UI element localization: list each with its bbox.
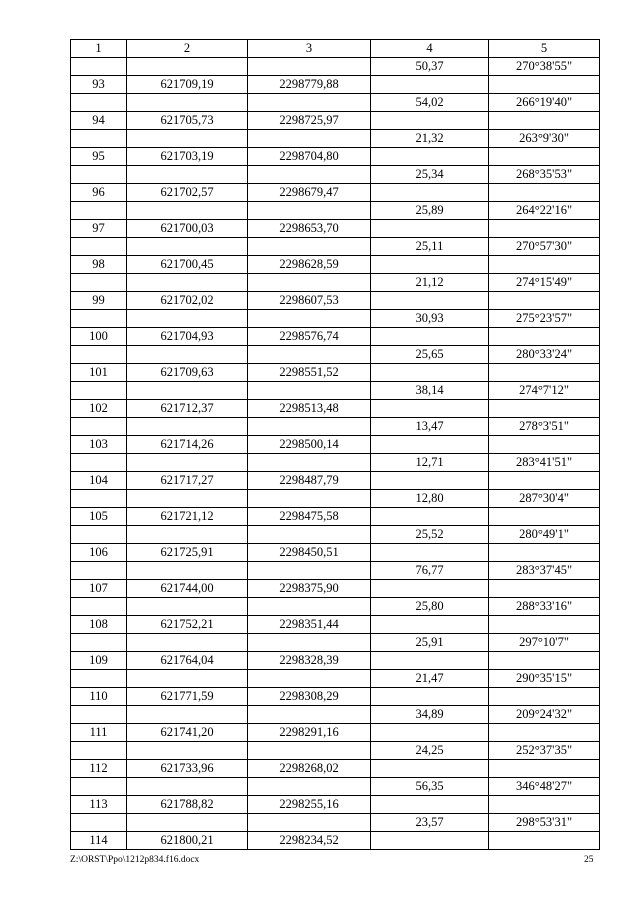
empty-cell [489,112,600,130]
empty-cell [71,418,127,436]
point-row [71,616,600,634]
empty-cell [71,598,127,616]
point-number-cell: 99 [71,292,127,310]
y-coordinate-cell: 2298328,39 [248,652,371,670]
empty-cell [127,166,248,184]
side-row [71,274,600,292]
empty-cell [248,382,371,400]
empty-cell [371,688,489,706]
empty-cell [489,832,600,850]
empty-cell [248,202,371,220]
empty-cell [248,706,371,724]
y-coordinate-cell: 2298450,51 [248,544,371,562]
point-number-cell: 98 [71,256,127,274]
empty-cell [489,544,600,562]
empty-cell [248,94,371,112]
side-length-cell: 25,89 [371,202,489,220]
point-row [71,580,600,598]
x-coordinate-cell: 621709,19 [127,76,248,94]
point-number-cell: 110 [71,688,127,706]
side-row [71,454,600,472]
x-coordinate-cell: 621788,82 [127,796,248,814]
point-number-cell: 95 [71,148,127,166]
empty-cell [489,292,600,310]
empty-cell [127,418,248,436]
side-angle-cell: 278°3'51" [489,418,600,436]
column-header-5: 5 [489,40,600,58]
side-length-cell: 23,57 [371,814,489,832]
empty-cell [127,346,248,364]
x-coordinate-cell: 621725,91 [127,544,248,562]
side-angle-cell: 263°9'30" [489,130,600,148]
point-number-cell: 107 [71,580,127,598]
side-length-cell: 30,93 [371,310,489,328]
side-row [71,238,600,256]
side-angle-cell: 270°57'30" [489,238,600,256]
side-angle-cell: 290°35'15" [489,670,600,688]
y-coordinate-cell: 2298779,88 [248,76,371,94]
point-row [71,256,600,274]
x-coordinate-cell: 621712,37 [127,400,248,418]
point-number-cell: 114 [71,832,127,850]
y-coordinate-cell: 2298653,70 [248,220,371,238]
point-row [71,220,600,238]
empty-cell [127,382,248,400]
empty-cell [248,58,371,76]
side-angle-cell: 274°15'49" [489,274,600,292]
side-row [71,94,600,112]
empty-cell [371,652,489,670]
empty-cell [248,274,371,292]
empty-cell [71,562,127,580]
point-number-cell: 106 [71,544,127,562]
side-angle-cell: 270°38'55" [489,58,600,76]
empty-cell [71,166,127,184]
empty-cell [127,670,248,688]
empty-cell [371,724,489,742]
empty-cell [127,58,248,76]
empty-cell [71,346,127,364]
y-coordinate-cell: 2298255,16 [248,796,371,814]
point-row [71,148,600,166]
point-row [71,436,600,454]
x-coordinate-cell: 621800,21 [127,832,248,850]
x-coordinate-cell: 621744,00 [127,580,248,598]
empty-cell [371,832,489,850]
empty-cell [371,400,489,418]
point-number-cell: 109 [71,652,127,670]
side-angle-cell: 252°37'35" [489,742,600,760]
x-coordinate-cell: 621733,96 [127,760,248,778]
empty-cell [371,112,489,130]
empty-cell [248,670,371,688]
side-angle-cell: 275°23'57" [489,310,600,328]
side-row [71,58,600,76]
side-angle-cell: 264°22'16" [489,202,600,220]
empty-cell [127,490,248,508]
y-coordinate-cell: 2298513,48 [248,400,371,418]
side-length-cell: 21,32 [371,130,489,148]
y-coordinate-cell: 2298704,80 [248,148,371,166]
empty-cell [71,58,127,76]
empty-cell [127,454,248,472]
empty-cell [127,598,248,616]
empty-cell [371,472,489,490]
point-row [71,796,600,814]
empty-cell [489,652,600,670]
side-row [71,670,600,688]
side-length-cell: 25,34 [371,166,489,184]
y-coordinate-cell: 2298351,44 [248,616,371,634]
point-row [71,544,600,562]
empty-cell [71,634,127,652]
point-row [71,472,600,490]
side-angle-cell: 268°35'53" [489,166,600,184]
empty-cell [71,382,127,400]
x-coordinate-cell: 621704,93 [127,328,248,346]
point-row [71,400,600,418]
empty-cell [71,310,127,328]
y-coordinate-cell: 2298475,58 [248,508,371,526]
side-angle-cell: 280°49'1" [489,526,600,544]
empty-cell [71,202,127,220]
empty-cell [248,562,371,580]
y-coordinate-cell: 2298268,02 [248,760,371,778]
empty-cell [489,256,600,274]
side-angle-cell: 283°37'45" [489,562,600,580]
point-number-cell: 103 [71,436,127,454]
x-coordinate-cell: 621741,20 [127,724,248,742]
side-angle-cell: 280°33'24" [489,346,600,364]
y-coordinate-cell: 2298551,52 [248,364,371,382]
side-row [71,310,600,328]
point-number-cell: 96 [71,184,127,202]
side-angle-cell: 283°41'51" [489,454,600,472]
y-coordinate-cell: 2298291,16 [248,724,371,742]
point-number-cell: 97 [71,220,127,238]
empty-cell [489,436,600,454]
empty-cell [248,634,371,652]
empty-cell [127,130,248,148]
y-coordinate-cell: 2298576,74 [248,328,371,346]
side-length-cell: 76,77 [371,562,489,580]
empty-cell [371,292,489,310]
point-row [71,184,600,202]
empty-cell [71,274,127,292]
empty-cell [371,364,489,382]
side-row [71,634,600,652]
point-row [71,652,600,670]
empty-cell [248,238,371,256]
side-row [71,382,600,400]
point-row [71,112,600,130]
empty-cell [489,400,600,418]
empty-cell [71,94,127,112]
x-coordinate-cell: 621702,02 [127,292,248,310]
point-number-cell: 102 [71,400,127,418]
empty-cell [371,328,489,346]
empty-cell [248,454,371,472]
side-row [71,742,600,760]
side-angle-cell: 298°53'31" [489,814,600,832]
empty-cell [489,688,600,706]
side-length-cell: 25,80 [371,598,489,616]
side-length-cell: 24,25 [371,742,489,760]
point-number-cell: 104 [71,472,127,490]
empty-cell [371,184,489,202]
empty-cell [71,526,127,544]
side-row [71,418,600,436]
side-row [71,202,600,220]
empty-cell [371,508,489,526]
side-row [71,130,600,148]
side-length-cell: 25,65 [371,346,489,364]
side-row [71,346,600,364]
table-header-row [71,40,600,58]
empty-cell [71,706,127,724]
point-number-cell: 108 [71,616,127,634]
point-number-cell: 111 [71,724,127,742]
side-row [71,562,600,580]
empty-cell [489,796,600,814]
side-length-cell: 12,80 [371,490,489,508]
side-angle-cell: 297°10'7" [489,634,600,652]
empty-cell [489,148,600,166]
empty-cell [248,310,371,328]
empty-cell [248,130,371,148]
point-row [71,364,600,382]
side-length-cell: 21,12 [371,274,489,292]
point-number-cell: 94 [71,112,127,130]
empty-cell [127,202,248,220]
y-coordinate-cell: 2298375,90 [248,580,371,598]
empty-cell [371,220,489,238]
footer-file-path: Z:\ORST\Ppo\1212p834.f16.docx [70,855,200,865]
empty-cell [371,616,489,634]
side-row [71,598,600,616]
point-number-cell: 100 [71,328,127,346]
empty-cell [371,580,489,598]
empty-cell [371,796,489,814]
empty-cell [127,742,248,760]
side-length-cell: 13,47 [371,418,489,436]
point-number-cell: 105 [71,508,127,526]
side-length-cell: 25,91 [371,634,489,652]
empty-cell [248,418,371,436]
empty-cell [71,490,127,508]
empty-cell [489,472,600,490]
empty-cell [371,544,489,562]
side-row [71,778,600,796]
empty-cell [489,76,600,94]
side-row [71,490,600,508]
empty-cell [127,94,248,112]
point-row [71,724,600,742]
empty-cell [489,364,600,382]
side-angle-cell: 287°30'4" [489,490,600,508]
x-coordinate-cell: 621702,57 [127,184,248,202]
empty-cell [371,256,489,274]
point-number-cell: 93 [71,76,127,94]
empty-cell [248,778,371,796]
empty-cell [248,346,371,364]
empty-cell [71,778,127,796]
empty-cell [248,490,371,508]
side-length-cell: 21,47 [371,670,489,688]
y-coordinate-cell: 2298308,29 [248,688,371,706]
column-header-3: 3 [248,40,371,58]
empty-cell [489,616,600,634]
empty-cell [248,742,371,760]
x-coordinate-cell: 621752,21 [127,616,248,634]
empty-cell [71,238,127,256]
point-number-cell: 112 [71,760,127,778]
point-number-cell: 101 [71,364,127,382]
side-angle-cell: 288°33'16" [489,598,600,616]
side-angle-cell: 274°7'12" [489,382,600,400]
x-coordinate-cell: 621700,03 [127,220,248,238]
point-row [71,508,600,526]
side-length-cell: 25,11 [371,238,489,256]
point-row [71,688,600,706]
side-length-cell: 12,71 [371,454,489,472]
empty-cell [127,814,248,832]
empty-cell [127,238,248,256]
y-coordinate-cell: 2298500,14 [248,436,371,454]
side-row [71,814,600,832]
empty-cell [71,130,127,148]
empty-cell [127,706,248,724]
empty-cell [71,742,127,760]
column-header-2: 2 [127,40,248,58]
empty-cell [489,328,600,346]
side-row [71,526,600,544]
empty-cell [248,166,371,184]
side-length-cell: 54,02 [371,94,489,112]
empty-cell [371,436,489,454]
empty-cell [371,148,489,166]
side-angle-cell: 209°24'32" [489,706,600,724]
side-angle-cell: 266°19'40" [489,94,600,112]
point-number-cell: 113 [71,796,127,814]
empty-cell [489,508,600,526]
empty-cell [489,724,600,742]
side-length-cell: 56,35 [371,778,489,796]
column-header-1: 1 [71,40,127,58]
side-length-cell: 25,52 [371,526,489,544]
empty-cell [127,274,248,292]
empty-cell [248,814,371,832]
x-coordinate-cell: 621709,63 [127,364,248,382]
coordinates-table-body [71,40,600,850]
empty-cell [127,526,248,544]
footer-page-number: 25 [584,855,594,865]
empty-cell [489,760,600,778]
x-coordinate-cell: 621705,73 [127,112,248,130]
side-angle-cell: 346°48'27" [489,778,600,796]
column-header-4: 4 [371,40,489,58]
x-coordinate-cell: 621700,45 [127,256,248,274]
point-row [71,328,600,346]
empty-cell [489,184,600,202]
y-coordinate-cell: 2298725,97 [248,112,371,130]
x-coordinate-cell: 621721,12 [127,508,248,526]
empty-cell [127,634,248,652]
side-row [71,706,600,724]
x-coordinate-cell: 621771,59 [127,688,248,706]
point-row [71,292,600,310]
point-row [71,760,600,778]
x-coordinate-cell: 621714,26 [127,436,248,454]
empty-cell [248,598,371,616]
side-length-cell: 38,14 [371,382,489,400]
empty-cell [71,454,127,472]
coordinates-table [70,39,600,850]
x-coordinate-cell: 621703,19 [127,148,248,166]
y-coordinate-cell: 2298487,79 [248,472,371,490]
empty-cell [371,76,489,94]
y-coordinate-cell: 2298628,59 [248,256,371,274]
empty-cell [127,778,248,796]
empty-cell [71,814,127,832]
empty-cell [371,760,489,778]
point-row [71,832,600,850]
x-coordinate-cell: 621717,27 [127,472,248,490]
y-coordinate-cell: 2298607,53 [248,292,371,310]
y-coordinate-cell: 2298679,47 [248,184,371,202]
side-row [71,166,600,184]
empty-cell [71,670,127,688]
empty-cell [489,580,600,598]
empty-cell [127,310,248,328]
side-length-cell: 34,89 [371,706,489,724]
x-coordinate-cell: 621764,04 [127,652,248,670]
point-row [71,76,600,94]
y-coordinate-cell: 2298234,52 [248,832,371,850]
side-length-cell: 50,37 [371,58,489,76]
empty-cell [489,220,600,238]
empty-cell [248,526,371,544]
empty-cell [127,562,248,580]
